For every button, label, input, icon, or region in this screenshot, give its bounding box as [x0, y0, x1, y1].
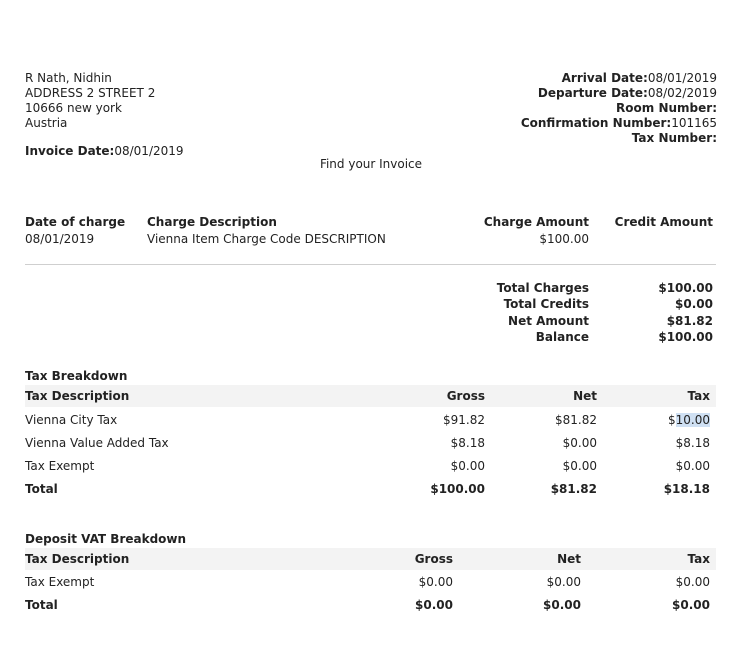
tax-number — [632, 131, 717, 146]
deposit-vat-title: Deposit VAT Breakdown — [25, 532, 187, 546]
tax-header-tax: Tax — [687, 389, 710, 403]
guest-country: Austria — [25, 116, 68, 130]
guest-address-line-1: ADDRESS 2 STREET 2 — [25, 86, 156, 100]
total-credits-value: $0.00 — [675, 297, 713, 311]
charges-header-charge-amount: Charge Amount — [483, 215, 589, 229]
charge-amount: $100.00 — [539, 232, 589, 246]
deposit-header-tax: Tax — [687, 552, 710, 566]
tax-header-description: Tax Description — [25, 389, 130, 403]
selected-text-highlight: 10.00 — [675, 413, 710, 427]
tax-breakdown-title: Tax Breakdown — [25, 369, 128, 383]
tax-row-tax — [668, 413, 710, 428]
total-credits-label: Total Credits — [503, 297, 589, 311]
guest-address-line-2: 10666 new york — [25, 101, 122, 115]
arrival-date-value: 08/01/2019 — [647, 71, 717, 85]
charge-description: Vienna Item Charge Code DESCRIPTION — [147, 232, 386, 246]
tax-row-tax: $8.18 — [675, 436, 710, 450]
tax-row-tax-prefix: $ — [668, 413, 676, 427]
guest-name: R Nath, Nidhin — [25, 71, 112, 85]
tax-row-gross: $8.18 — [450, 436, 485, 450]
tax-total-gross: $100.00 — [430, 482, 485, 496]
deposit-total-net: $0.00 — [543, 598, 581, 612]
arrival-date — [562, 71, 717, 86]
tax-row-tax: $0.00 — [675, 459, 710, 473]
total-charges-value: $100.00 — [658, 281, 713, 295]
departure-date-label: Departure Date: — [537, 86, 648, 100]
balance-label: Balance — [535, 330, 589, 344]
tax-row-description: Tax Exempt — [25, 459, 95, 473]
find-invoice-link[interactable]: Find your Invoice — [319, 157, 423, 171]
balance-value: $100.00 — [658, 330, 713, 344]
departure-date — [538, 86, 717, 101]
invoice-date-label: Invoice Date: — [25, 144, 115, 158]
charges-header-credit-amount: Credit Amount — [614, 215, 713, 229]
tax-total-tax: $18.18 — [663, 482, 710, 496]
invoice-date-value: 08/01/2019 — [114, 144, 184, 158]
room-number — [616, 101, 717, 116]
tax-row-net: $0.00 — [562, 436, 597, 450]
tax-row-gross: $91.82 — [443, 413, 485, 427]
deposit-row-description: Tax Exempt — [25, 575, 95, 589]
arrival-date-label: Arrival Date: — [561, 71, 648, 85]
tax-row-description: Vienna City Tax — [25, 413, 118, 427]
room-number-label: Room Number: — [616, 101, 717, 115]
tax-row-net: $0.00 — [562, 459, 597, 473]
departure-date-value: 08/02/2019 — [647, 86, 717, 100]
confirmation-number-value: 101165 — [671, 116, 717, 130]
deposit-row-tax: $0.00 — [675, 575, 710, 589]
divider — [25, 264, 716, 265]
deposit-header-gross: Gross — [414, 552, 453, 566]
tax-row-net: $81.82 — [555, 413, 597, 427]
confirmation-number — [521, 116, 717, 131]
tax-number-label: Tax Number: — [631, 131, 717, 145]
tax-header-gross: Gross — [446, 389, 485, 403]
confirmation-number-label: Confirmation Number: — [520, 116, 672, 130]
tax-row-description: Vienna Value Added Tax — [25, 436, 169, 450]
charges-header-description: Charge Description — [147, 215, 277, 229]
deposit-row-gross: $0.00 — [418, 575, 453, 589]
total-charges-label: Total Charges — [496, 281, 589, 295]
net-amount-value: $81.82 — [666, 314, 713, 328]
charges-header-date: Date of charge — [25, 215, 126, 229]
tax-total-net: $81.82 — [550, 482, 597, 496]
charge-date: 08/01/2019 — [25, 232, 95, 246]
deposit-header-net: Net — [557, 552, 581, 566]
tax-total-label: Total — [25, 482, 58, 496]
deposit-total-gross: $0.00 — [415, 598, 453, 612]
deposit-header-description: Tax Description — [25, 552, 130, 566]
deposit-total-label: Total — [25, 598, 58, 612]
deposit-total-tax: $0.00 — [672, 598, 710, 612]
tax-header-net: Net — [573, 389, 597, 403]
tax-row-gross: $0.00 — [450, 459, 485, 473]
net-amount-label: Net Amount — [508, 314, 589, 328]
deposit-row-net: $0.00 — [546, 575, 581, 589]
